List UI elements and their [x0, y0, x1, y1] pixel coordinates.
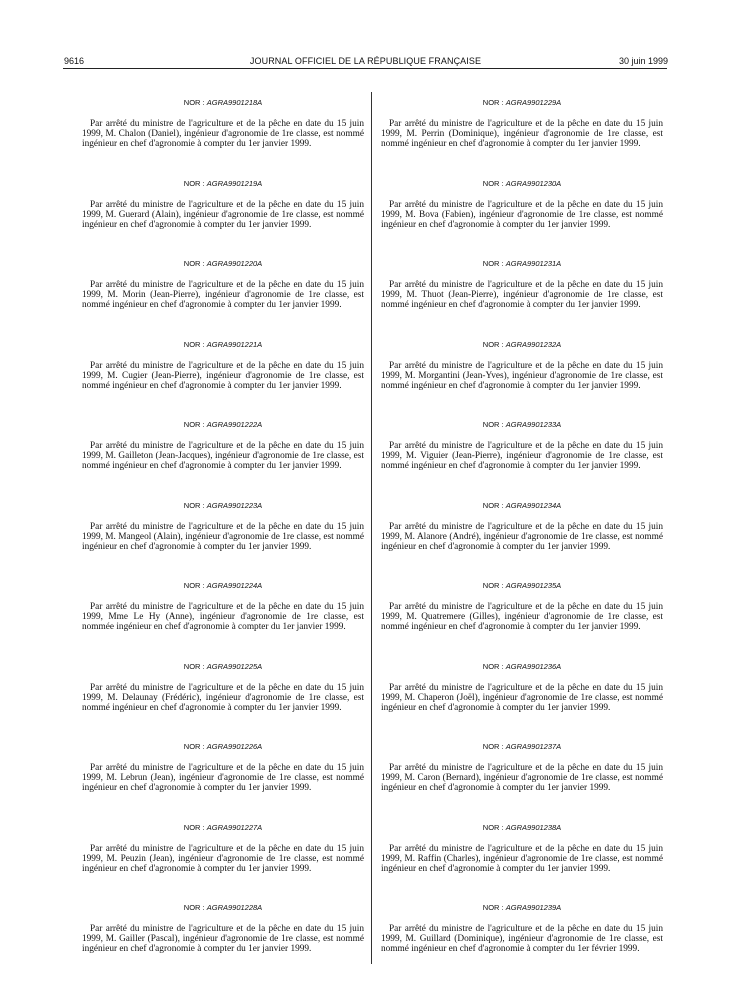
decree-entry — [82, 499, 364, 580]
decree-entry — [82, 740, 364, 821]
nor-reference — [381, 660, 663, 674]
nor-code: AGRA9901234A — [505, 500, 562, 510]
nor-reference — [381, 96, 663, 110]
decree-entry — [381, 579, 663, 660]
decree-entry — [381, 177, 663, 258]
decree-entry — [82, 660, 364, 741]
page-number: 9616 — [64, 56, 85, 66]
nor-reference — [82, 418, 364, 432]
decree-text: Par arrêté du ministre de l'agriculture et de la pêche en date du 15 juin 1999, M. Perrin (Dominique), ingénieur d'agronomie de 1re classe, est nommé ingénieur en chef d'agronomie à compter du 1er janvier 1999. — [381, 119, 663, 150]
nor-reference — [381, 579, 663, 593]
decree-entry — [82, 96, 364, 177]
decree-text: Par arrêté du ministre de l'agriculture et de la pêche en date du 15 juin 1999, M. Caron (Bernard), ingénieur d'agronomie de 1re classe, est nommé ingénieur en chef d'agronomie à compter du 1er janvier 1999. — [381, 763, 663, 794]
nor-label: NOR : — [482, 581, 504, 590]
decree-text: Par arrêté du ministre de l'agriculture et de la pêche en date du 15 juin 1999, M. Viguier (Jean-Pierre), ingénieur d'agronomie de 1re classe, est nommé ingénieur en chef d'agronomie à compter du 1er janvier 1999. — [381, 441, 663, 472]
decree-text: Par arrêté du ministre de l'agriculture et de la pêche en date du 15 juin 1999, M. Raffin (Charles), ingénieur d'agronomie de 1re classe, est nommé ingénieur en chef d'agronomie à compter du 1er janvier 1999. — [381, 843, 663, 874]
nor-code: AGRA9901227A — [206, 822, 263, 832]
nor-code: AGRA9901237A — [505, 742, 562, 751]
nor-code: AGRA9901235A — [505, 581, 562, 590]
nor-code: AGRA9901229A — [505, 98, 562, 107]
decree-entry — [381, 821, 663, 902]
nor-code: AGRA9901236A — [505, 661, 562, 671]
nor-code: AGRA9901219A — [206, 178, 263, 188]
nor-code: AGRA9901230A — [505, 178, 562, 188]
nor-code: AGRA9901232A — [505, 339, 562, 349]
decree-text: Par arrêté du ministre de l'agriculture et de la pêche en date du 15 juin 1999, M. Alanore (André), ingénieur d'agronomie de 1re classe, est nommé ingénieur en chef d'agronomie à compter du 1er janvier 1999. — [381, 521, 663, 552]
decree-text: Par arrêté du ministre de l'agriculture et de la pêche en date du 15 juin 1999, M. Guillard (Dominique), ingénieur d'agronomie de 1re classe, est nommé ingénieur en chef d'agronomie à compter du 1er février 1999. — [381, 924, 663, 955]
nor-reference — [82, 901, 364, 915]
nor-code: AGRA9901221A — [206, 339, 263, 349]
decree-text: Par arrêté du ministre de l'agriculture et de la pêche en date du 15 juin 1999, Mme Le Hy (Anne), ingénieur d'agronomie de 1re classe, est nommée ingénieur en chef d'agronomie à compter du 1er janvier 1999. — [82, 602, 364, 633]
nor-label: NOR : — [183, 259, 205, 268]
nor-code: AGRA9901226A — [206, 742, 263, 751]
nor-label: NOR : — [482, 98, 504, 107]
nor-reference — [381, 499, 663, 513]
decree-text: Par arrêté du ministre de l'agriculture et de la pêche en date du 15 juin 1999, M. Bova (Fabien), ingénieur d'agronomie de 1re classe, est nommé ingénieur en chef d'agronomie à compter du 1er janvier 1999. — [381, 199, 663, 230]
nor-code: AGRA9901223A — [206, 500, 263, 510]
decree-entry — [82, 821, 364, 902]
nor-label: NOR : — [183, 581, 205, 590]
left-column — [82, 96, 364, 982]
decree-text: Par arrêté du ministre de l'agriculture et de la pêche en date du 15 juin 1999, M. Gailleton (Jean-Jacques), ingénieur d'agronomie de 1re classe, est nommé ingénieur en chef d'agronomie à compter du 1er janvier 1999. — [82, 441, 364, 472]
decree-entry — [381, 418, 663, 499]
nor-label: NOR : — [183, 742, 205, 751]
nor-reference — [381, 177, 663, 191]
decree-entry — [82, 177, 364, 258]
nor-reference — [82, 821, 364, 835]
nor-reference — [82, 660, 364, 674]
nor-code: AGRA9901220A — [206, 259, 263, 268]
nor-code: AGRA9901218A — [206, 98, 263, 107]
nor-reference — [82, 740, 364, 754]
nor-reference — [82, 257, 364, 271]
decree-text: Par arrêté du ministre de l'agriculture et de la pêche en date du 15 juin 1999, M. Cugier (Jean-Pierre), ingénieur d'agronomie de 1re classe, est nommé ingénieur en chef d'agronomie à compter du 1er janvier 1999. — [82, 360, 364, 391]
nor-label: NOR : — [482, 259, 504, 268]
nor-reference — [82, 96, 364, 110]
decree-entry — [381, 901, 663, 982]
decree-entry — [82, 418, 364, 499]
nor-code: AGRA9901228A — [206, 903, 263, 912]
nor-reference — [381, 257, 663, 271]
nor-reference — [82, 579, 364, 593]
decree-text: Par arrêté du ministre de l'agriculture et de la pêche en date du 15 juin 1999, M. Delaunay (Frédéric), ingénieur d'agronomie de 1re classe, est nommé ingénieur en chef d'agronomie à compter du 1er janvier 1999. — [82, 682, 364, 713]
nor-reference — [381, 821, 663, 835]
decree-text: Par arrêté du ministre de l'agriculture et de la pêche en date du 15 juin 1999, M. Lebrun (Jean), ingénieur d'agronomie de 1re classe, est nommé ingénieur en chef d'agronomie à compter du 1er janvier 1999. — [82, 763, 364, 794]
right-column — [381, 96, 663, 982]
nor-reference — [82, 338, 364, 352]
nor-label: NOR : — [183, 420, 205, 429]
decree-entry — [381, 660, 663, 741]
decree-text: Par arrêté du ministre de l'agriculture et de la pêche en date du 15 juin 1999, M. Chalon (Daniel), ingénieur d'agronomie de 1re classe, est nommé ingénieur en chef d'agronomie à compter du 1er janvier 1999. — [82, 119, 364, 150]
nor-code: AGRA9901239A — [505, 903, 562, 912]
nor-label: NOR : — [183, 500, 205, 510]
nor-label: NOR : — [482, 420, 504, 429]
decree-text: Par arrêté du ministre de l'agriculture et de la pêche en date du 15 juin 1999, M. Morgantini (Jean-Yves), ingénieur d'agronomie de 1re classe, est nommé ingénieur en chef d'agronomie à compter du 1er janvier 1999. — [381, 360, 663, 391]
decree-entry — [82, 338, 364, 419]
nor-reference — [381, 338, 663, 352]
nor-label: NOR : — [183, 661, 205, 671]
nor-label: NOR : — [482, 339, 504, 349]
decree-entry — [82, 257, 364, 338]
decree-text: Par arrêté du ministre de l'agriculture et de la pêche en date du 15 juin 1999, M. Gailler (Pascal), ingénieur d'agronomie de 1re classe, est nommé ingénieur en chef d'agronomie à compter du 1er janvier 1999. — [82, 924, 364, 955]
nor-code: AGRA9901231A — [505, 259, 562, 268]
nor-label: NOR : — [482, 661, 504, 671]
decree-text: Par arrêté du ministre de l'agriculture et de la pêche en date du 15 juin 1999, M. Thuot (Jean-Pierre), ingénieur d'agronomie de 1re classe, est nommé ingénieur en chef d'agronomie à compter du 1er janvier 1999. — [381, 280, 663, 311]
nor-code: AGRA9901233A — [505, 420, 562, 429]
nor-code: AGRA9901222A — [206, 420, 263, 429]
nor-label: NOR : — [183, 178, 205, 188]
publication-date: 30 juin 1999 — [618, 56, 668, 66]
decree-text: Par arrêté du ministre de l'agriculture et de la pêche en date du 15 juin 1999, M. Quatremere (Gilles), ingénieur d'agronomie de 1re classe, est nommé ingénieur en chef d'agronomie à compter du 1er janvier 1999. — [381, 602, 663, 633]
nor-reference — [82, 499, 364, 513]
nor-code: AGRA9901225A — [206, 661, 263, 671]
header-rule — [63, 68, 667, 69]
decree-entry — [82, 901, 364, 982]
decree-text: Par arrêté du ministre de l'agriculture et de la pêche en date du 15 juin 1999, M. Morin (Jean-Pierre), ingénieur d'agronomie de 1re classe, est nommé ingénieur en chef d'agronomie à compter du 1er janvier 1999. — [82, 280, 364, 311]
nor-label: NOR : — [183, 98, 205, 107]
nor-reference — [381, 418, 663, 432]
nor-label: NOR : — [482, 822, 504, 832]
nor-label: NOR : — [482, 903, 504, 912]
nor-reference — [82, 177, 364, 191]
nor-label: NOR : — [482, 500, 504, 510]
nor-reference — [381, 740, 663, 754]
decree-text: Par arrêté du ministre de l'agriculture et de la pêche en date du 15 juin 1999, M. Guerard (Alain), ingénieur d'agronomie de 1re classe, est nommé ingénieur en chef d'agronomie à compter du 1er janvier 1999. — [82, 199, 364, 230]
nor-label: NOR : — [183, 339, 205, 349]
decree-entry — [82, 579, 364, 660]
nor-reference — [381, 901, 663, 915]
nor-label: NOR : — [482, 742, 504, 751]
decree-entry — [381, 257, 663, 338]
decree-entry — [381, 740, 663, 821]
nor-label: NOR : — [482, 178, 504, 188]
decree-entry — [381, 338, 663, 419]
decree-text: Par arrêté du ministre de l'agriculture et de la pêche en date du 15 juin 1999, M. Peuzin (Jean), ingénieur d'agronomie de 1re classe, est nommé ingénieur en chef d'agronomie à compter du 1er janvier 1999. — [82, 843, 364, 874]
nor-code: AGRA9901238A — [505, 822, 562, 832]
column-divider — [371, 92, 372, 964]
decree-text: Par arrêté du ministre de l'agriculture et de la pêche en date du 15 juin 1999, M. Mangeol (Alain), ingénieur d'agronomie de 1re classe, est nommé ingénieur en chef d'agronomie à compter du 1er janvier 1999. — [82, 521, 364, 552]
nor-code: AGRA9901224A — [206, 581, 263, 590]
journal-title: JOURNAL OFFICIEL DE LA RÉPUBLIQUE FRANÇAISE — [249, 56, 482, 66]
nor-label: NOR : — [183, 822, 205, 832]
nor-label: NOR : — [183, 903, 205, 912]
decree-entry — [381, 499, 663, 580]
decree-entry — [381, 96, 663, 177]
decree-text: Par arrêté du ministre de l'agriculture et de la pêche en date du 15 juin 1999, M. Chaperon (Joël), ingénieur d'agronomie de 1re classe, est nommé ingénieur en chef d'agronomie à compter du 1er janvier 1999. — [381, 682, 663, 713]
page-header — [0, 52, 731, 68]
